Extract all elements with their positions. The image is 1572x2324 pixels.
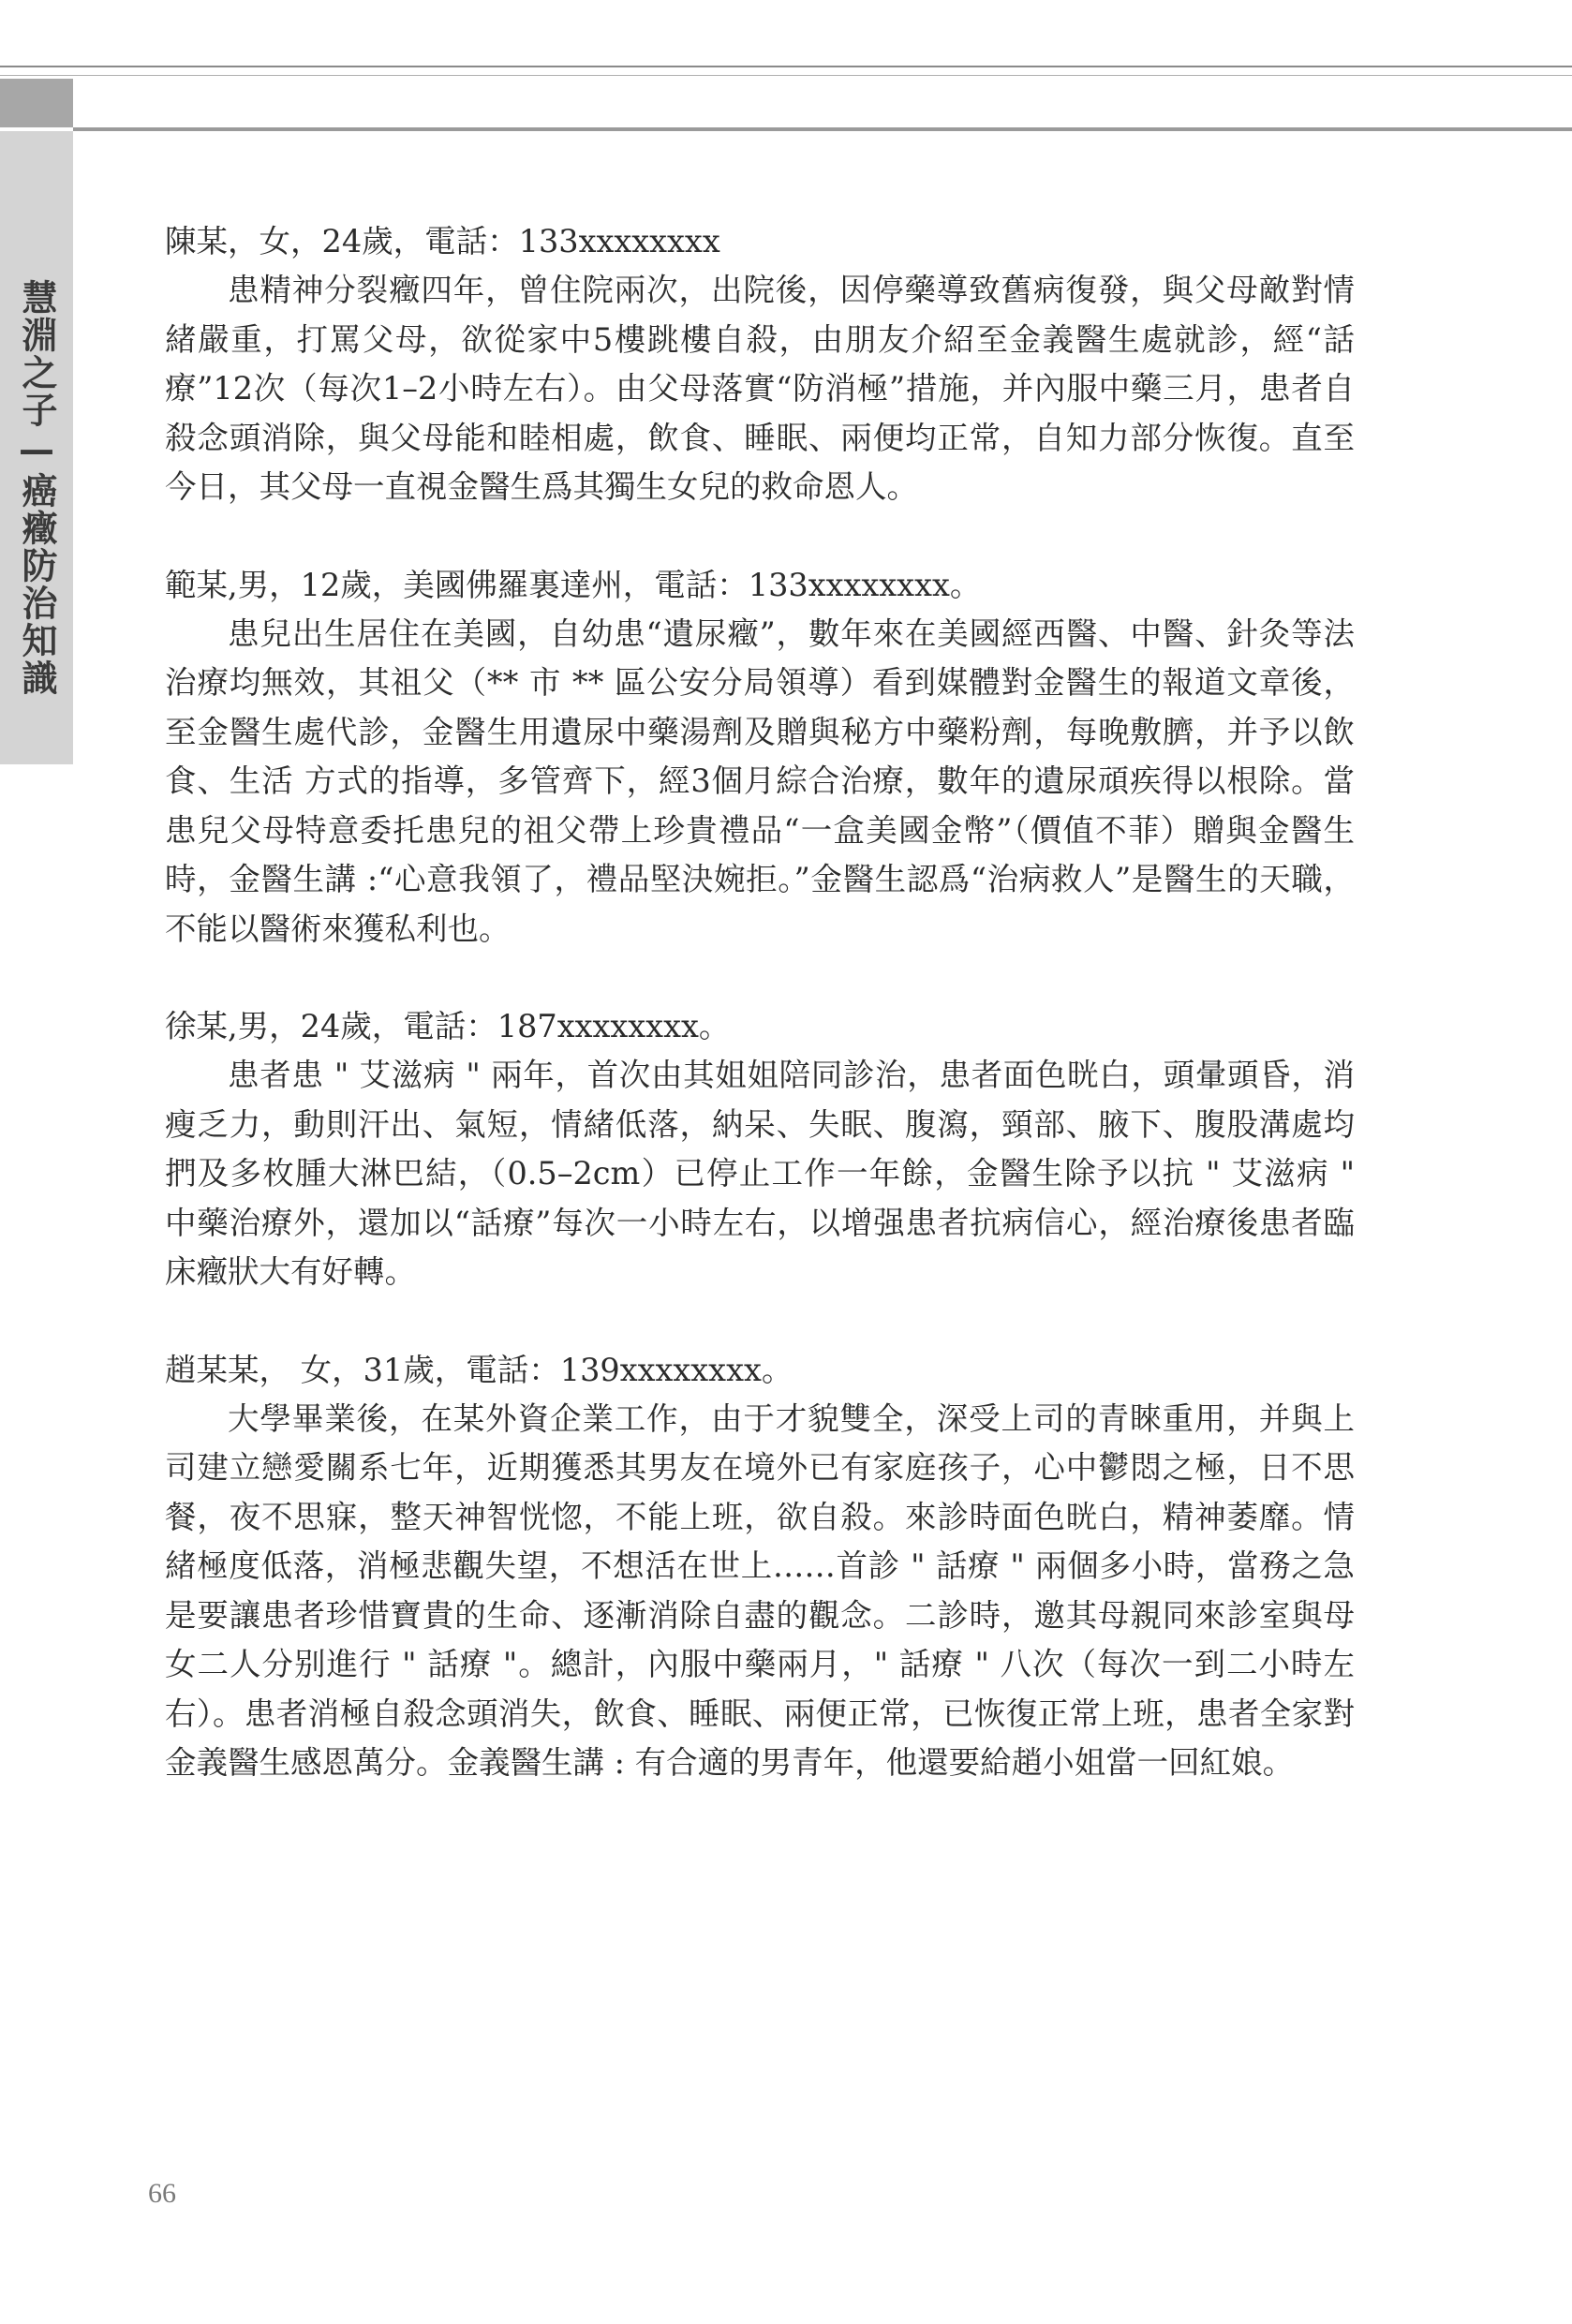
top-rule <box>0 66 1572 67</box>
page-number: 66 <box>148 2178 176 2209</box>
case-heading: 陳某，女，24歲，電話：133xxxxxxxx <box>165 223 720 259</box>
case-entry <box>165 1346 1355 1788</box>
side-tab-cap <box>0 79 73 127</box>
case-heading: 徐某,男，24歲，電話：187xxxxxxxx。 <box>165 1008 731 1044</box>
page-content <box>165 217 1355 1837</box>
case-heading: 趙某某， 女，31歲，電話：139xxxxxxxx。 <box>165 1351 793 1388</box>
case-entry <box>165 561 1355 955</box>
case-entry <box>165 1002 1355 1297</box>
case-heading: 範某,男，12歲，美國佛羅裏達州，電話：133xxxxxxxx。 <box>165 566 982 603</box>
case-body: 患兒出生居住在美國，自幼患“遺尿癥”，數年來在美國經西醫、中醫、針灸等法治療均無效，其祖父（** 市 ** 區公安分局領導）看到媒體對金醫生的報道文章後，至金醫生處代診，金醫生用遺尿中藥湯劑及贈與秘方中藥粉劑，每晚敷臍，并予以飲食、生活 方式的指導，多管齊下，經3個月綜合治療，數年的遺尿頑疾得以根除。當患兒父母特意委托患兒的祖父帶上珍貴禮品“一盒美國金幣”（價值不菲）贈與金醫生 時，金醫生講 :“心意我領了，禮品堅決婉拒。”金醫生認爲“治病救人”是醫生的天職，不能以醫術來獲私利也。 <box>165 614 1355 947</box>
top-rule-thin <box>0 75 1572 76</box>
case-body: 患精神分裂癥四年，曾住院兩次，出院後，因停藥導致舊病復發，與父母敵對情緒嚴重，打罵父母，欲從家中5樓跳樓自殺，由朋友介紹至金義醫生處就診，經“話療”12次（每次1–2小時左右）。由父母落實“防消極”措施，并內服中藥三月，患者自殺念頭消除，與父母能和睦相處，飲食、睡眠、兩便均正常，自知力部分恢復。直至今日，其父母一直視金醫生爲其獨生女兒的救命恩人。 <box>165 272 1355 505</box>
book-title: 慧淵之子—癌癥防治知識 <box>16 279 57 697</box>
case-entry <box>165 217 1355 512</box>
header-rule <box>73 127 1572 131</box>
case-body: 患者患 " 艾滋病 " 兩年，首次由其姐姐陪同診治，患者面色晄白，頭暈頭昏，消瘦乏力，動則汗出、氣短，情緒低落，納呆、失眠、腹瀉，頸部、腋下、腹股溝處均捫及多枚腫大淋巴結，（0.5–2cm）已停止工作一年餘，金醫生除予以抗 " 艾滋病 " 中藥治療外，還加以“話療”每次一小時左右，以增强患者抗病信心，經治療後患者臨床癥狀大有好轉。 <box>165 1057 1355 1290</box>
case-body: 大學畢業後，在某外資企業工作，由于才貌雙全，深受上司的青睞重用，并與上司建立戀愛關系七年，近期獲悉其男友在境外已有家庭孩子，心中鬱悶之極，日不思餐，夜不思寐，整天神智恍惚，不能上班，欲自殺。來診時面色晄白，精神萎靡。情緒極度低落，消極悲觀失望，不想活在世上……首診 " 話療 " 兩個多小時，當務之急是要讓患者珍惜寶貴的生命、逐漸消除自盡的觀念。二診時，邀其母親同來診室與母女二人分别進行 " 話療 "。總計，內服中藥兩月，" 話療 " 八次（每次一到二小時左右）。患者消極自殺念頭消失，飲食、睡眠、兩便正常，已恢復正常上班，患者全家對金義醫生感恩萬分。金義醫生講 : 有合適的男青年，他還要給趙小姐當一回紅娘。 <box>165 1399 1355 1781</box>
